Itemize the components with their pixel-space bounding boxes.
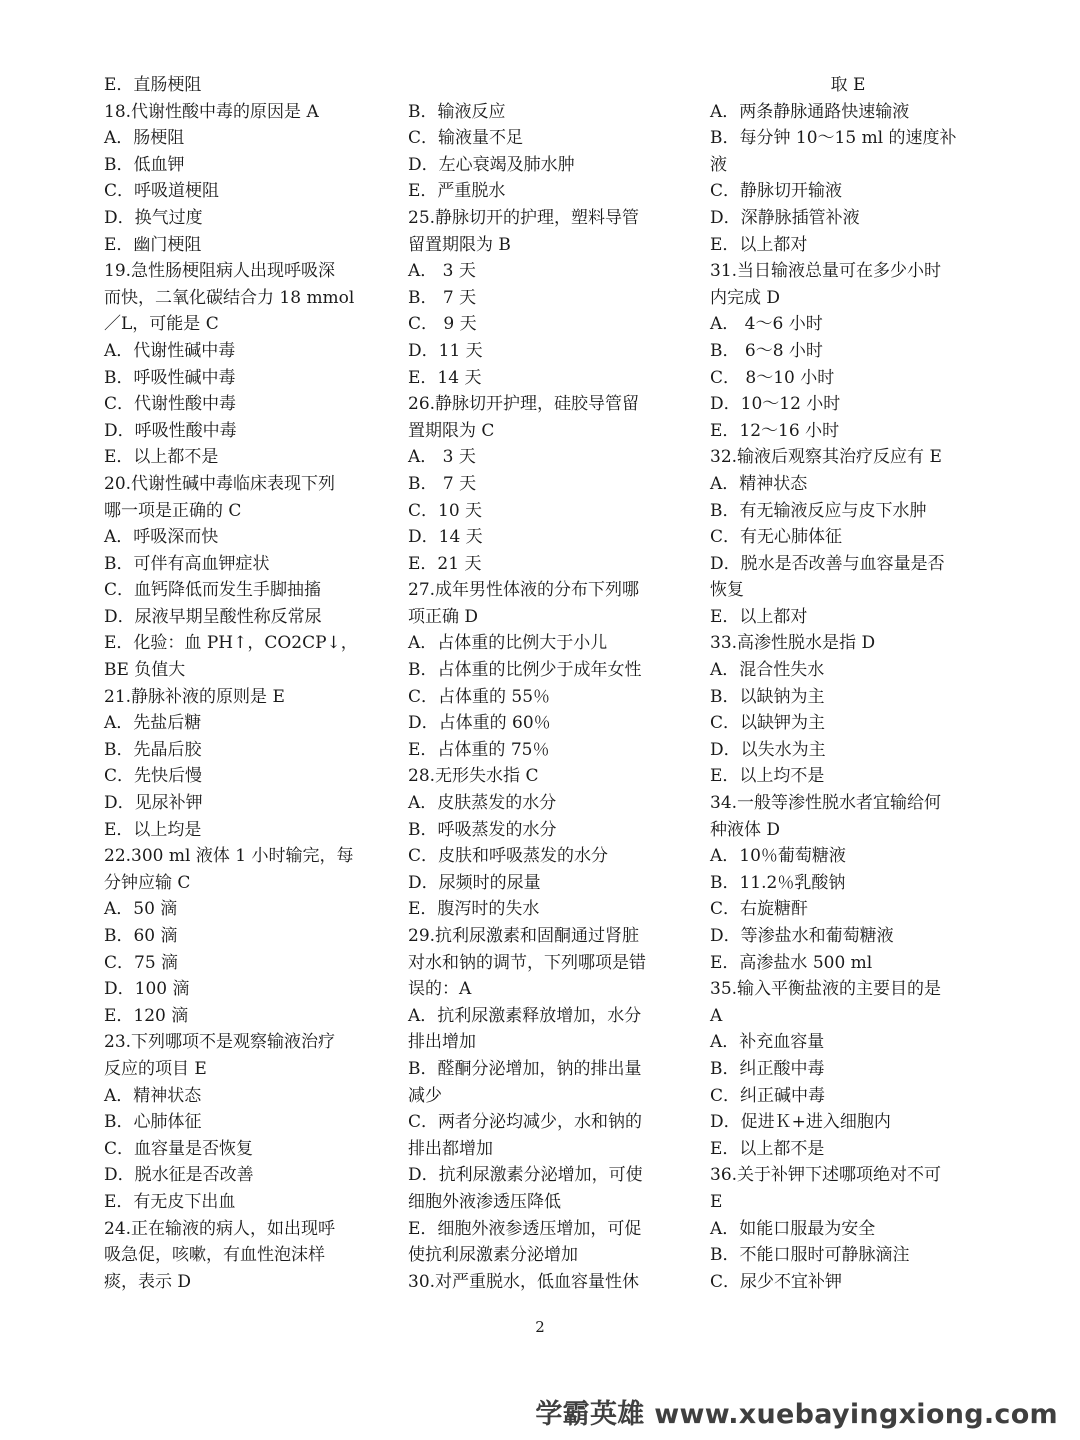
text-line: 项正确 D <box>408 606 479 627</box>
text-line: B．醛酮分泌增加，钠的排出量 <box>408 1058 642 1079</box>
text-line: C．血钙降低而发生手脚抽搐 <box>104 580 322 601</box>
text-line: B．呼吸蒸发的水分 <box>408 819 557 840</box>
text-line: 26.静脉切开护理，硅胶导管留 <box>408 394 640 415</box>
text-line: C．尿少不宜补钾 <box>710 1271 843 1292</box>
text-line: D．10～12 小时 <box>710 394 841 415</box>
text-line: 内完成 D <box>710 287 781 308</box>
text-line: B．可伴有高血钾症状 <box>104 553 270 574</box>
text-line: E．直肠梗阻 <box>104 75 202 95</box>
text-line: E．细胞外液参透压增加，可促 <box>408 1218 642 1239</box>
column-left <box>104 72 380 1295</box>
text-line: E．以上都不是 <box>710 1138 825 1159</box>
text-line: E．占体重的 75％ <box>408 739 550 760</box>
text-line: D．左心衰竭及肺水肿 <box>408 154 575 175</box>
text-line: C．右旋糖酐 <box>710 899 809 920</box>
text-line: 28.无形失水指 C <box>408 766 539 787</box>
text-line: B． 7 天 <box>408 287 477 308</box>
text-line: 20.代谢性碱中毒临床表现下列 <box>104 473 336 494</box>
text-line: 反应的项目 E <box>104 1058 207 1079</box>
text-line: 22.300 ml 液体 1 小时输完，每 <box>104 846 354 867</box>
text-line: D．11 天 <box>408 340 483 361</box>
text-line: C．先快后慢 <box>104 766 203 787</box>
text-line: D．14 天 <box>408 527 483 548</box>
text-line: 留置期限为 B <box>408 234 511 255</box>
text-line: B．先晶后胶 <box>104 739 202 760</box>
text-line: 细胞外液渗透压降低 <box>408 1191 561 1212</box>
text-line: E．腹泻时的失水 <box>408 899 540 920</box>
text-line: B．每分钟 10～15 ml 的速度补 <box>710 128 957 149</box>
text-line: C．占体重的 55％ <box>408 686 551 707</box>
text-line: A．混合性失水 <box>710 660 825 681</box>
text-line: C．两者分泌均减少，水和钠的 <box>408 1112 643 1133</box>
text-line: 对水和钠的调节，下列哪项是错 <box>408 952 646 973</box>
text-line: C．呼吸道梗阻 <box>104 181 220 202</box>
text-line: B．低血钾 <box>104 154 185 175</box>
text-line: E．高渗盐水 500 ml <box>710 952 873 973</box>
text-line: E．以上都对 <box>710 606 808 627</box>
text-line: B．有无输液反应与皮下水肿 <box>710 500 927 521</box>
text-line: C．有无心肺体征 <box>710 527 843 548</box>
text-line: A．占体重的比例大于小儿 <box>408 633 608 654</box>
text-line: D．脱水是否改善与血容量是否 <box>710 553 945 574</box>
text-line: 24.正在输液的病人，如出现呼 <box>104 1218 336 1239</box>
text-line: 34.一般等渗性脱水者宜输给何 <box>710 793 942 814</box>
text-line: A．50 滴 <box>104 899 178 920</box>
text-line: C．输液量不足 <box>408 128 524 149</box>
text-line: B．以缺钠为主 <box>710 686 825 707</box>
text-line: 18.代谢性酸中毒的原因是 A <box>104 101 319 122</box>
text-line: A．抗利尿激素释放增加，水分 <box>408 1005 642 1026</box>
text-line: A．呼吸深而快 <box>104 527 219 548</box>
text-line: E <box>710 1191 723 1212</box>
text-line: A． 3 天 <box>408 447 476 468</box>
text-line: 25.静脉切开的护理，塑料导管 <box>408 207 640 228</box>
text-line: D．尿频时的尿量 <box>408 872 541 893</box>
text-line: A．先盐后糖 <box>104 713 202 734</box>
text-line: D．尿液早期呈酸性称反常尿 <box>104 606 322 627</box>
text-line: 35.输入平衡盐液的主要目的是 <box>710 979 942 1000</box>
text-line: A <box>710 1005 723 1026</box>
text-line: A．皮肤蒸发的水分 <box>408 793 557 814</box>
text-line: E．幽门梗阻 <box>104 234 202 255</box>
text-line: 33.高渗性脱水是指 D <box>710 633 876 654</box>
text-line: A．代谢性碱中毒 <box>104 340 236 361</box>
text-line: B．纠正酸中毒 <box>710 1058 825 1079</box>
text-line: D．100 滴 <box>104 979 190 1000</box>
text-line: E．以上均是 <box>104 819 202 840</box>
text-line: C．10 天 <box>408 500 483 521</box>
text-line: C． 8～10 小时 <box>710 367 835 388</box>
text-line: 29.抗利尿激素和固酮通过肾脏 <box>408 926 640 946</box>
text-line: 而快，二氧化碳结合力 18 mmol <box>104 287 355 308</box>
text-line: A． 4～6 小时 <box>710 314 823 335</box>
text-line: BE 负值大 <box>104 660 186 681</box>
text-line: D．脱水征是否改善 <box>104 1165 254 1186</box>
text-line: E．以上均不是 <box>710 766 825 787</box>
text-line: A．肠梗阻 <box>104 128 185 149</box>
text-line: A．10％葡萄糖液 <box>710 846 846 867</box>
text-line: E．以上都不是 <box>104 447 219 468</box>
text-line: 哪一项是正确的 C <box>104 500 242 521</box>
text-line: 取 E <box>830 75 866 95</box>
text-line: E．120 滴 <box>104 1005 189 1026</box>
text-line: B．60 滴 <box>104 926 178 946</box>
text-line: 32.输液后观察其治疗反应有 E <box>710 447 942 468</box>
text-line: 排出增加 <box>408 1032 476 1053</box>
text-line: 液 <box>710 154 727 175</box>
text-line: A．精神状态 <box>710 473 808 494</box>
text-line: 痰，表示 D <box>104 1271 192 1292</box>
text-line: D．呼吸性酸中毒 <box>104 420 237 441</box>
text-line: 置期限为 C <box>408 420 495 441</box>
text-line: B． 6～8 小时 <box>710 340 823 361</box>
text-line: B．输液反应 <box>408 101 506 122</box>
text-line: D．见尿补钾 <box>104 793 203 814</box>
column-right <box>710 72 986 1295</box>
text-line: 吸急促，咳嗽，有血性泡沫样 <box>104 1245 325 1266</box>
text-line: 23.下列哪项不是观察输液治疗 <box>104 1032 336 1053</box>
text-line: A． 3 天 <box>408 261 476 282</box>
text-line: A．两条静脉通路快速输液 <box>710 101 910 122</box>
text-line: 27.成年男性体液的分布下列哪 <box>408 580 640 601</box>
text-line: C．75 滴 <box>104 952 179 973</box>
text-line: C．代谢性酸中毒 <box>104 394 237 415</box>
text-line: E．严重脱水 <box>408 181 506 202</box>
text-line: 30.对严重脱水，低血容量性休 <box>408 1271 640 1292</box>
text-line: C．以缺钾为主 <box>710 713 826 734</box>
text-line <box>408 72 684 99</box>
text-line: C．血容量是否恢复 <box>104 1138 254 1159</box>
text-line: C． 9 天 <box>408 314 477 335</box>
text-line: E．21 天 <box>408 553 482 574</box>
text-line: E．以上都对 <box>710 234 808 255</box>
text-line: 恢复 <box>710 580 744 601</box>
text-line: 19.急性肠梗阻病人出现呼吸深 <box>104 261 336 282</box>
text-line: 误的：A <box>408 979 472 1000</box>
text-line: E．14 天 <box>408 367 482 388</box>
text-line: 21.静脉补液的原则是 E <box>104 686 285 707</box>
text-line: B．不能口服时可静脉滴注 <box>710 1245 910 1266</box>
text-line: C．皮肤和呼吸蒸发的水分 <box>408 846 609 867</box>
text-line: D．深静脉插管补液 <box>710 207 860 228</box>
text-line: B．呼吸性碱中毒 <box>104 367 236 388</box>
text-line: C．静脉切开输液 <box>710 181 843 202</box>
text-line: E．有无皮下出血 <box>104 1191 236 1212</box>
text-line: 减少 <box>408 1085 442 1106</box>
watermark: 学霸英雄 www.xuebayingxiong.com <box>535 1399 1058 1430</box>
text-line: 排出都增加 <box>408 1138 493 1159</box>
text-line: C．纠正碱中毒 <box>710 1085 826 1106</box>
text-line: B．占体重的比例少于成年女性 <box>408 660 642 681</box>
text-line: E．化验：血 PH↑，CO2CP↓， <box>104 633 358 654</box>
column-middle <box>408 72 684 1295</box>
text-line: 使抗利尿激素分泌增加 <box>408 1245 578 1266</box>
text-line: 31.当日输液总量可在多少小时 <box>710 261 942 282</box>
text-line: 分钟应输 C <box>104 872 191 893</box>
text-line: D．促进Ｋ+进入细胞内 <box>710 1112 891 1133</box>
text-line: 种液体 D <box>710 819 781 840</box>
text-line: D．以失水为主 <box>710 739 826 760</box>
text-line: B．心肺体征 <box>104 1112 202 1133</box>
page-number: 2 <box>535 1318 545 1336</box>
text-line: A．补充血容量 <box>710 1032 825 1053</box>
text-line: 36.关于补钾下述哪项绝对不可 <box>710 1165 942 1186</box>
text-line: D．等渗盐水和葡萄糖液 <box>710 926 894 946</box>
text-line: A．精神状态 <box>104 1085 202 1106</box>
text-line: B．11.2％乳酸钠 <box>710 872 846 893</box>
text-line: D．占体重的 60％ <box>408 713 551 734</box>
text-line: D．抗利尿激素分泌增加，可使 <box>408 1165 643 1186</box>
text-line: B． 7 天 <box>408 473 477 494</box>
text-line: A．如能口服最为安全 <box>710 1218 876 1239</box>
text-line: D．换气过度 <box>104 207 203 228</box>
text-line: E．12～16 小时 <box>710 420 840 441</box>
text-line: ／L，可能是 C <box>104 314 219 335</box>
